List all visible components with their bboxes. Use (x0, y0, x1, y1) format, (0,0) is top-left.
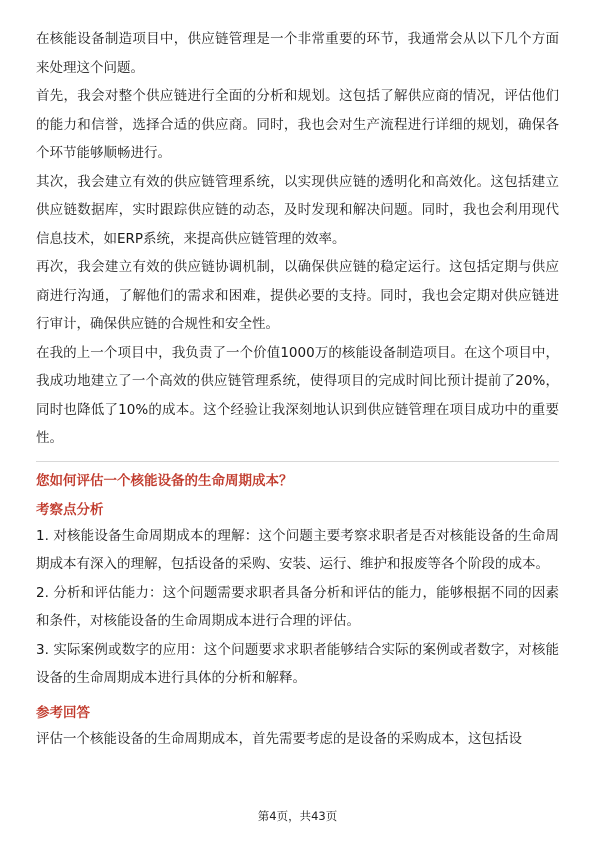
intro-paragraph-3: 其次，我会建立有效的供应链管理系统，以实现供应链的透明化和高效化。这包括建立供应链数据库，实时跟踪供应链的动态，及时发现和解决问题。同时，我也会利用现代信息技术，如ERP系统，来提高供应链管理的效率。 (36, 173, 559, 247)
answer-text: 评估一个核能设备的生命周期成本，首先需要考虑的是设备的采购成本，这包括设 (36, 730, 522, 747)
section-divider (36, 461, 559, 462)
question-title: 您如何评估一个核能设备的生命周期成本？ (36, 472, 293, 489)
analysis-point-2: 2. 分析和评估能力：这个问题需要求职者具备分析和评估的能力，能够根据不同的因素和条件，对核能设备的生命周期成本进行合理的评估。 (36, 584, 559, 629)
intro-paragraph-2: 首先，我会对整个供应链进行全面的分析和规划。这包括了解供应商的情况，评估他们的能力和信誉，选择合适的供应商。同时，我也会对生产流程进行详细的规划，确保各个环节能够顺畅进行。 (36, 88, 559, 161)
intro-paragraph-1: 在核能设备制造项目中，供应链管理是一个非常重要的环节，我通常会从以下几个方面来处理这个问题。 (36, 31, 559, 76)
answer-heading: 参考回答 (36, 704, 90, 721)
analysis-point-1: 1. 对核能设备生命周期成本的理解：这个问题主要考察求职者是否对核能设备的生命周期成本有深入的理解，包括设备的采购、安装、运行、维护和报废等各个阶段的成本。 (36, 527, 559, 572)
analysis-heading: 考察点分析 (36, 501, 104, 518)
intro-paragraph-5: 在我的上一个项目中，我负责了一个价值1000万的核能设备制造项目。在这个项目中，我成功地建立了一个高效的供应链管理系统，使得项目的完成时间比预计提前了20%，同时也降低了10%的成本。这个经验让我深刻地认识到供应链管理在项目成功中的重要性。 (36, 344, 559, 446)
document-page (36, 25, 559, 753)
page-number: 第4页，共43页 (257, 809, 338, 823)
intro-paragraph-4: 再次，我会建立有效的供应链协调机制，以确保供应链的稳定运行。这包括定期与供应商进行沟通，了解他们的需求和困难，提供必要的支持。同时，我也会定期对供应链进行审计，确保供应链的合规性和安全性。 (36, 259, 559, 332)
analysis-point-3: 3. 实际案例或数字的应用：这个问题要求求职者能够结合实际的案例或者数字，对核能设备的生命周期成本进行具体的分析和解释。 (36, 641, 559, 686)
